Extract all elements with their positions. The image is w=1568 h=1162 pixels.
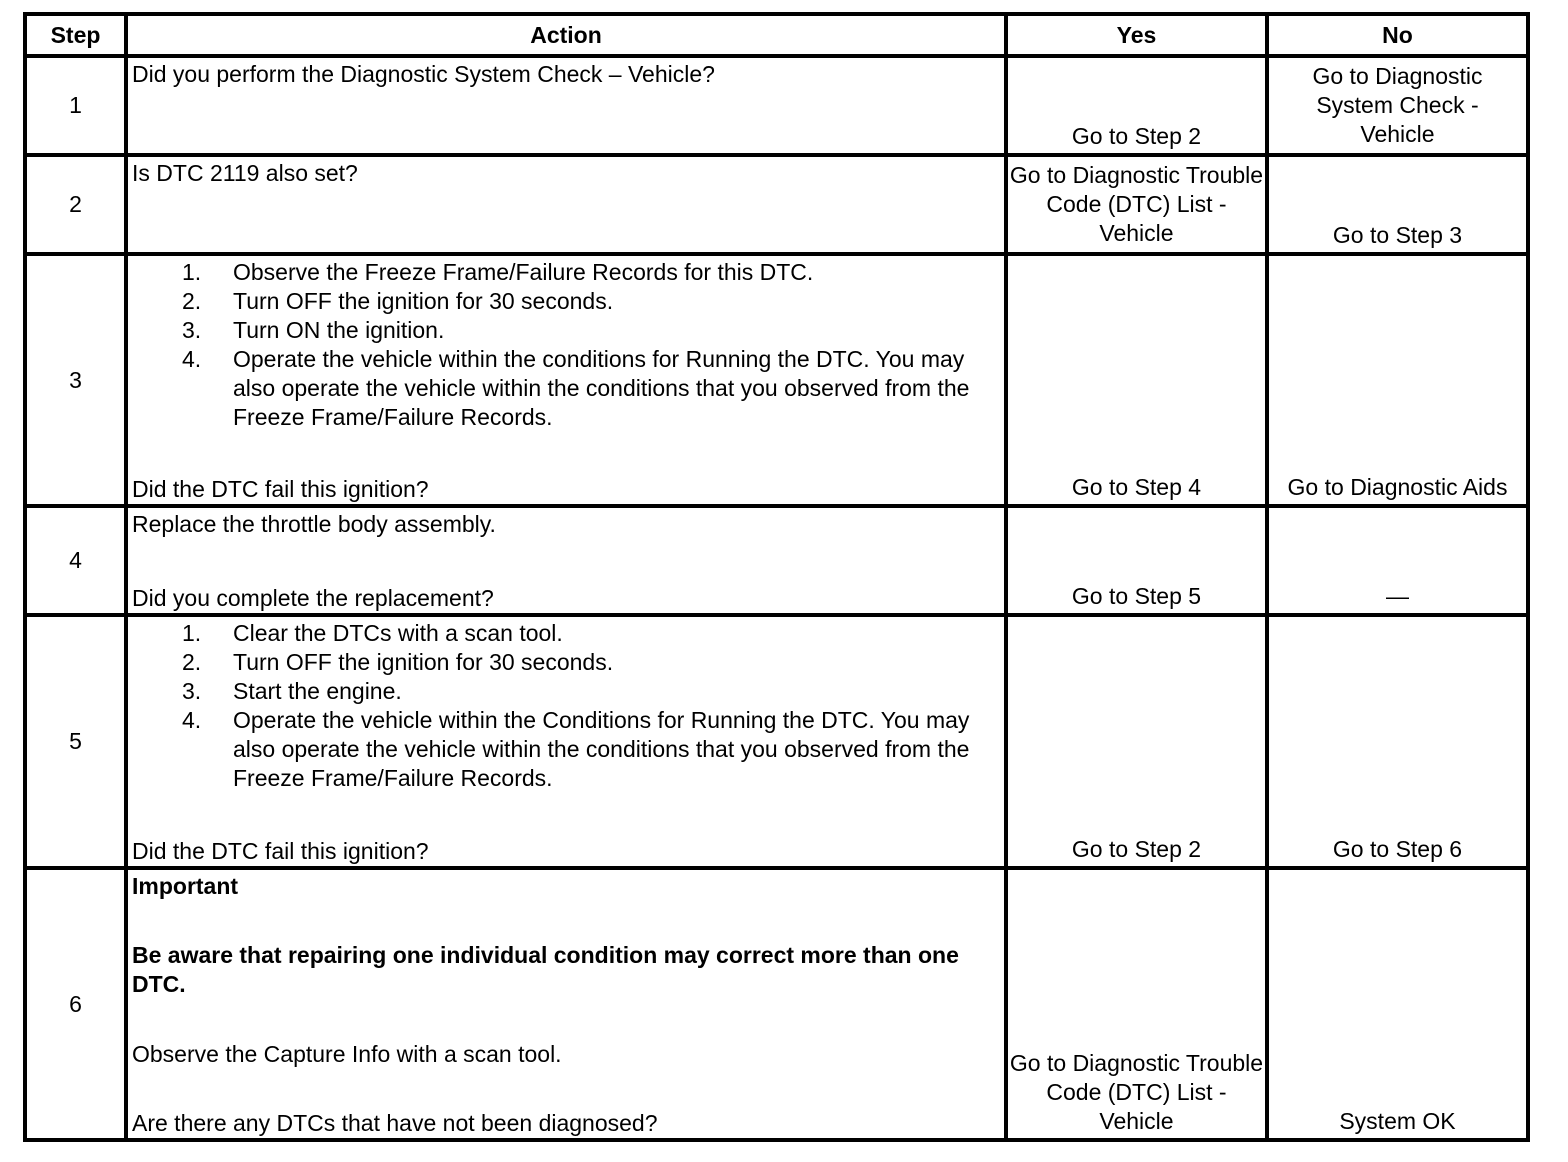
action-question: Is DTC 2119 also set?	[132, 160, 358, 186]
header-no: No	[1267, 14, 1528, 56]
header-step: Step	[25, 14, 126, 56]
table-row	[25, 254, 1528, 506]
no-cell: Go to Diagnostic System Check - Vehicle	[1267, 56, 1528, 155]
substep-list	[132, 258, 1000, 432]
table-row	[25, 615, 1528, 868]
table-row	[25, 56, 1528, 155]
list-item: 1. Clear the DTCs with a scan tool.	[182, 620, 563, 646]
header-yes: Yes	[1006, 14, 1267, 56]
list-item: 3. Turn ON the ignition.	[182, 317, 445, 343]
substep-list	[132, 619, 1000, 793]
action-cell	[126, 615, 1006, 868]
yes-cell: Go to Step 5	[1006, 506, 1267, 615]
action-question: Did you complete the replacement?	[132, 585, 494, 611]
important-label: Important	[132, 873, 239, 899]
action-question: Did you perform the Diagnostic System Check – Vehicle?	[132, 61, 715, 87]
list-item: 4. Operate the vehicle within the conditions for Running the DTC. You may also operate the vehicle within the conditions that you observed from the Freeze Frame/Failure Records.	[182, 346, 970, 430]
action-instruction: Observe the Capture Info with a scan tool.	[132, 1040, 562, 1067]
list-item: 4. Operate the vehicle within the Conditions for Running the DTC. You may also operate the vehicle within the conditions that you observed from the Freeze Frame/Failure Records.	[182, 707, 970, 791]
no-cell: Go to Step 3	[1267, 155, 1528, 254]
diagnostic-table	[23, 12, 1530, 1142]
table-header-row	[25, 14, 1528, 56]
header-action: Action	[126, 14, 1006, 56]
no-cell: Go to Step 6	[1267, 615, 1528, 868]
yes-cell: Go to Diagnostic Trouble Code (DTC) List - Vehicle	[1006, 868, 1267, 1140]
important-text: Be aware that repairing one individual condition may correct more than one DTC.	[132, 942, 959, 998]
step-number: 4	[25, 506, 126, 615]
step-number: 5	[25, 615, 126, 868]
step-number: 1	[25, 56, 126, 155]
action-cell	[126, 868, 1006, 1140]
action-instruction: Replace the throttle body assembly.	[132, 511, 496, 537]
step-number: 3	[25, 254, 126, 506]
list-item: 2. Turn OFF the ignition for 30 seconds.	[182, 649, 614, 675]
action-cell	[126, 506, 1006, 615]
yes-cell: Go to Diagnostic Trouble Code (DTC) List - Vehicle	[1006, 155, 1267, 254]
action-cell	[126, 56, 1006, 155]
action-question: Are there any DTCs that have not been diagnosed?	[132, 1109, 658, 1136]
action-question: Did the DTC fail this ignition?	[132, 838, 429, 864]
action-cell	[126, 155, 1006, 254]
yes-cell: Go to Step 4	[1006, 254, 1267, 506]
no-cell: Go to Diagnostic Aids	[1267, 254, 1528, 506]
list-item: 2. Turn OFF the ignition for 30 seconds.	[182, 288, 614, 314]
yes-cell: Go to Step 2	[1006, 56, 1267, 155]
step-number: 6	[25, 868, 126, 1140]
no-cell: System OK	[1267, 868, 1528, 1140]
no-cell: —	[1267, 506, 1528, 615]
step-number: 2	[25, 155, 126, 254]
action-question: Did the DTC fail this ignition?	[132, 476, 429, 502]
table-row	[25, 155, 1528, 254]
list-item: 1. Observe the Freeze Frame/Failure Records for this DTC.	[182, 259, 814, 285]
table-row	[25, 868, 1528, 1140]
list-item: 3. Start the engine.	[182, 678, 402, 704]
yes-cell: Go to Step 2	[1006, 615, 1267, 868]
action-cell	[126, 254, 1006, 506]
table-row	[25, 506, 1528, 615]
